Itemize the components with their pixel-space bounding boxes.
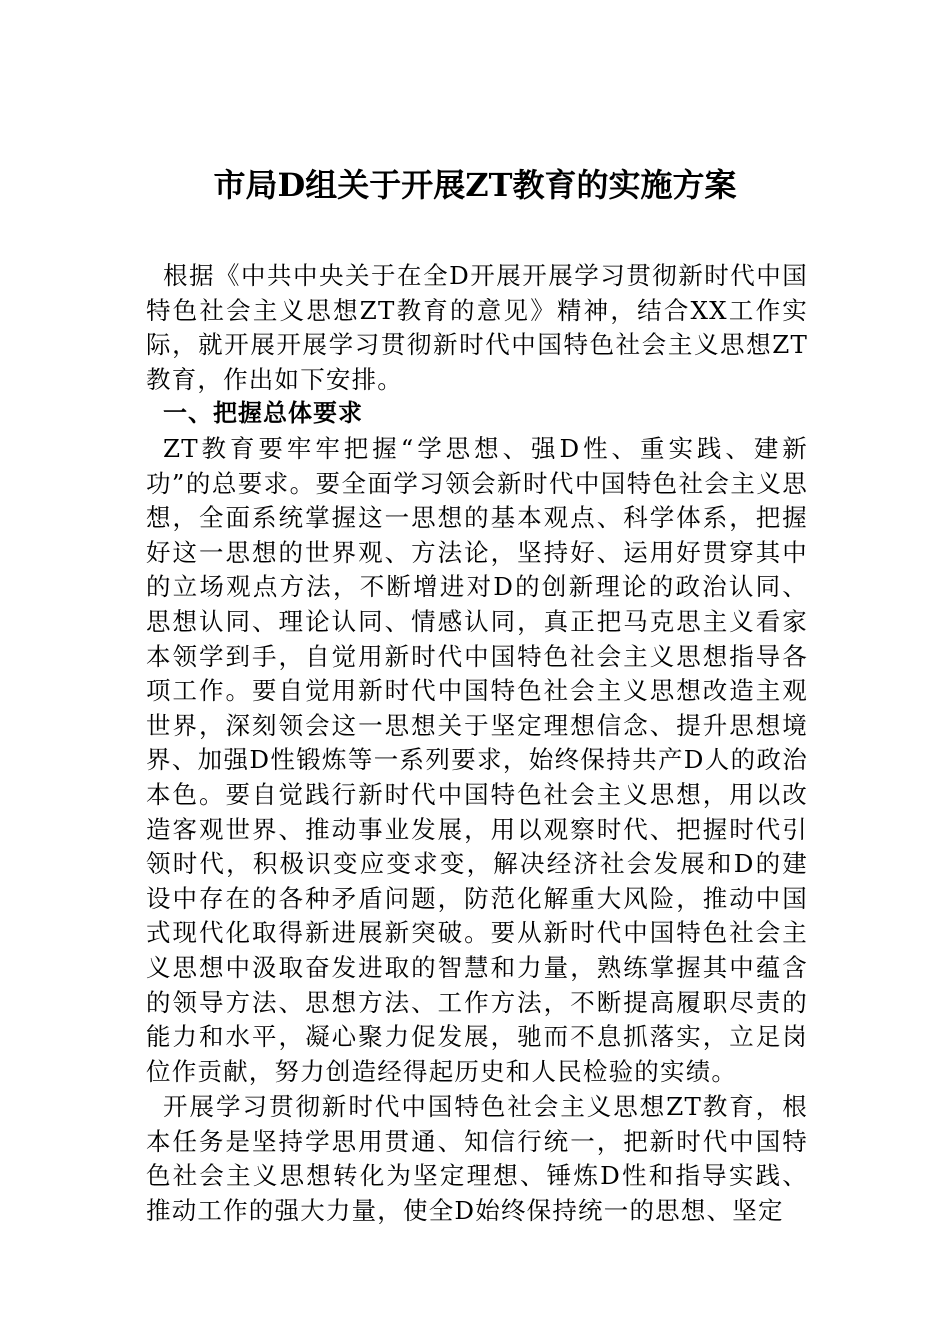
- section-paragraph: ZT教育要牢牢把握“学思想、强D性、重实践、建新功”的总要求。要全面学习领会新时代中国特色社会主义思想，全面系统掌握这一思想的基本观点、科学体系，把握好这一思想的世界观、方法论，坚持好、运用好贯穿其中的立场观点方法，不断增进对D的创新理论的政治认同、思想认同、理论认同、情感认同，真正把马克思主义看家本领学到手，自觉用新时代中国特色社会主义思想指导各项工作。要自觉用新时代中国特色社会主义思想改造主观世界，深刻领会这一思想关于坚定理想信念、提升思想境界、加强D性锻炼等一系列要求，始终保持共产D人的政治本色。要自觉践行新时代中国特色社会主义思想，用以改造客观世界、推动事业发展，用以观察时代、把握时代引领时代，积极识变应变求变，解决经济社会发展和D的建设中存在的各种矛盾问题，防范化解重大风险，推动中国式现代化取得新进展新突破。要从新时代中国特色社会主义思想中汲取奋发进取的智慧和力量，熟练掌握其中蕴含的领导方法、思想方法、工作方法，不断提高履职尽责的能力和水平，凝心聚力促发展，驰而不息抓落实，立足岗位作贡献，努力创造经得起历史和人民检验的实绩。: [146, 434, 808, 1086]
- document-title: 市局D组关于开展ZT教育的实施方案: [213, 166, 737, 204]
- section-paragraph: 开展学习贯彻新时代中国特色社会主义思想ZT教育，根本任务是坚持学思用贯通、知信行统一，把新时代中国特色社会主义思想转化为坚定理想、锤炼D性和指导实践、推动工作的强大力量，使全D始终保持统一的思想、坚定: [146, 1092, 808, 1225]
- section-heading: 一、把握总体要求: [163, 399, 363, 427]
- intro-paragraph: 根据《中共中央关于在全D开展开展学习贯彻新时代中国特色社会主义思想ZT教育的意见》精神，结合XX工作实际，就开展开展学习贯彻新时代中国特色社会主义思想ZT教育，作出如下安排。: [146, 261, 808, 394]
